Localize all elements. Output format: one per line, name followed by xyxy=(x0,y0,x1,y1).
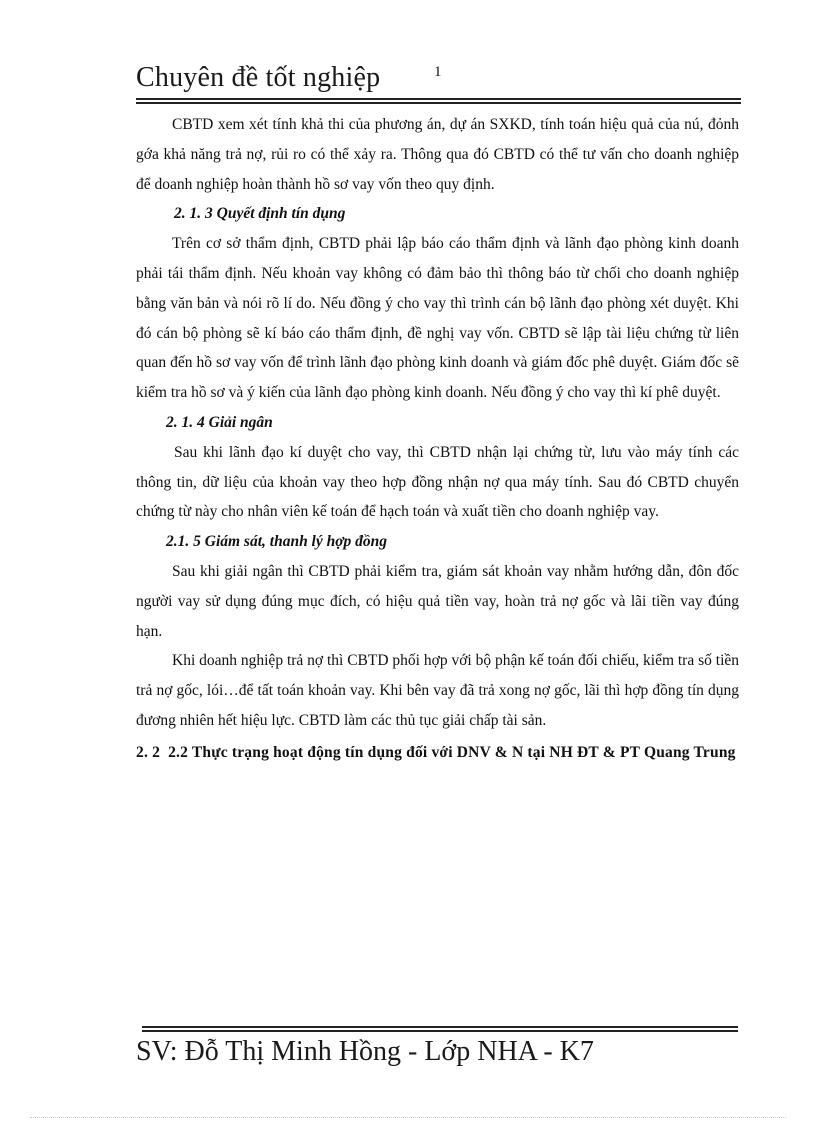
intro-paragraph: CBTD xem xét tính khả thi của phương án, dự án SXKD, tính toán hiệu quả của nú, đỏnh gớa khả năng trả nợ, rủi ro có thể xảy ra. Thông qua đó CBTD có thể tư vấn cho doanh nghiệp để doanh nghiệp hoàn thành hồ sơ vay vốn theo quy định. xyxy=(136,116,739,193)
section-2-1-3-paragraph: Trên cơ sở thẩm định, CBTD phải lập báo cáo thẩm định và lãnh đạo phòng kinh doanh phải tái thẩm định. Nếu khoản vay không có đảm bảo thì thông báo từ chối cho doanh nghiệp bằng văn bản và nói rõ lí do. Nếu đồng ý cho vay thì trình cán bộ lãnh đạo phòng xét duyệt. Khi đó cán bộ phòng sẽ kí báo cáo thẩm định, đề nghị vay vốn. CBTD sẽ lập tài liệu chứng từ liên quan đến hồ sơ vay vốn để trình lãnh đạo phòng kinh doanh và giám đốc phê duyệt. Giám đốc sẽ kiểm tra hồ sơ và ý kiến của lãnh đạo phòng kinh doanh. Nếu đồng ý cho vay thì kí phê duyệt. xyxy=(136,235,739,402)
page-header xyxy=(136,58,741,106)
footer-text: SV: Đỗ Thị Minh Hồng - Lớp NHA - K7 xyxy=(136,1036,594,1067)
document-body xyxy=(136,110,739,768)
section-2-2-number: 2. 2 xyxy=(136,743,161,761)
header-title: Chuyên đề tốt nghiệp xyxy=(136,62,381,93)
section-2-1-4-paragraph: Sau khi lãnh đạo kí duyệt cho vay, thì CBTD nhận lại chứng từ, lưu vào máy tính các thông tin, dữ liệu của khoản vay theo hợp đồng nhận nợ qua máy tính. Sau đó CBTD chuyển chứng từ này cho nhân viên kế toán để hạch toán và xuất tiền cho doanh nghiệp vay. xyxy=(136,443,739,521)
section-2-2-title: 2.2 Thực trạng hoạt động tín dụng đối với DNV & N tại NH ĐT & PT Quang Trung xyxy=(168,743,736,761)
section-2-1-3-heading: 2. 1. 3 Quyết định tín dụng xyxy=(174,205,346,223)
header-rule xyxy=(136,98,741,104)
footer-rule xyxy=(142,1026,738,1032)
page-number: 1 xyxy=(434,64,442,80)
section-2-1-5-paragraph-2: Khi doanh nghiệp trả nợ thì CBTD phối hợp với bộ phận kế toán đối chiếu, kiểm tra số tiền trả nợ gốc, lói…để tất toán khoản vay. Khi bên vay đã trả xong nợ gốc, lãi thì hợp đồng tín dụng đương nhiên hết hiệu lực. CBTD làm các thủ tục giải chấp tài sản. xyxy=(136,652,739,729)
page-footer xyxy=(136,1024,741,1084)
section-2-1-4-heading: 2. 1. 4 Giải ngân xyxy=(166,413,273,431)
page-edge-divider xyxy=(30,1117,786,1118)
section-2-2-heading xyxy=(136,738,739,768)
section-2-1-5-heading: 2.1. 5 Giám sát, thanh lý hợp đồng xyxy=(166,533,388,551)
section-2-1-5-paragraph-1: Sau khi giải ngân thì CBTD phải kiểm tra, giám sát khoản vay nhằm hướng dẫn, đôn đốc người vay sử dụng đúng mục đích, có hiệu quả tiền vay, hoàn trả nợ gốc và lãi tiền vay đúng hạn. xyxy=(136,562,739,640)
